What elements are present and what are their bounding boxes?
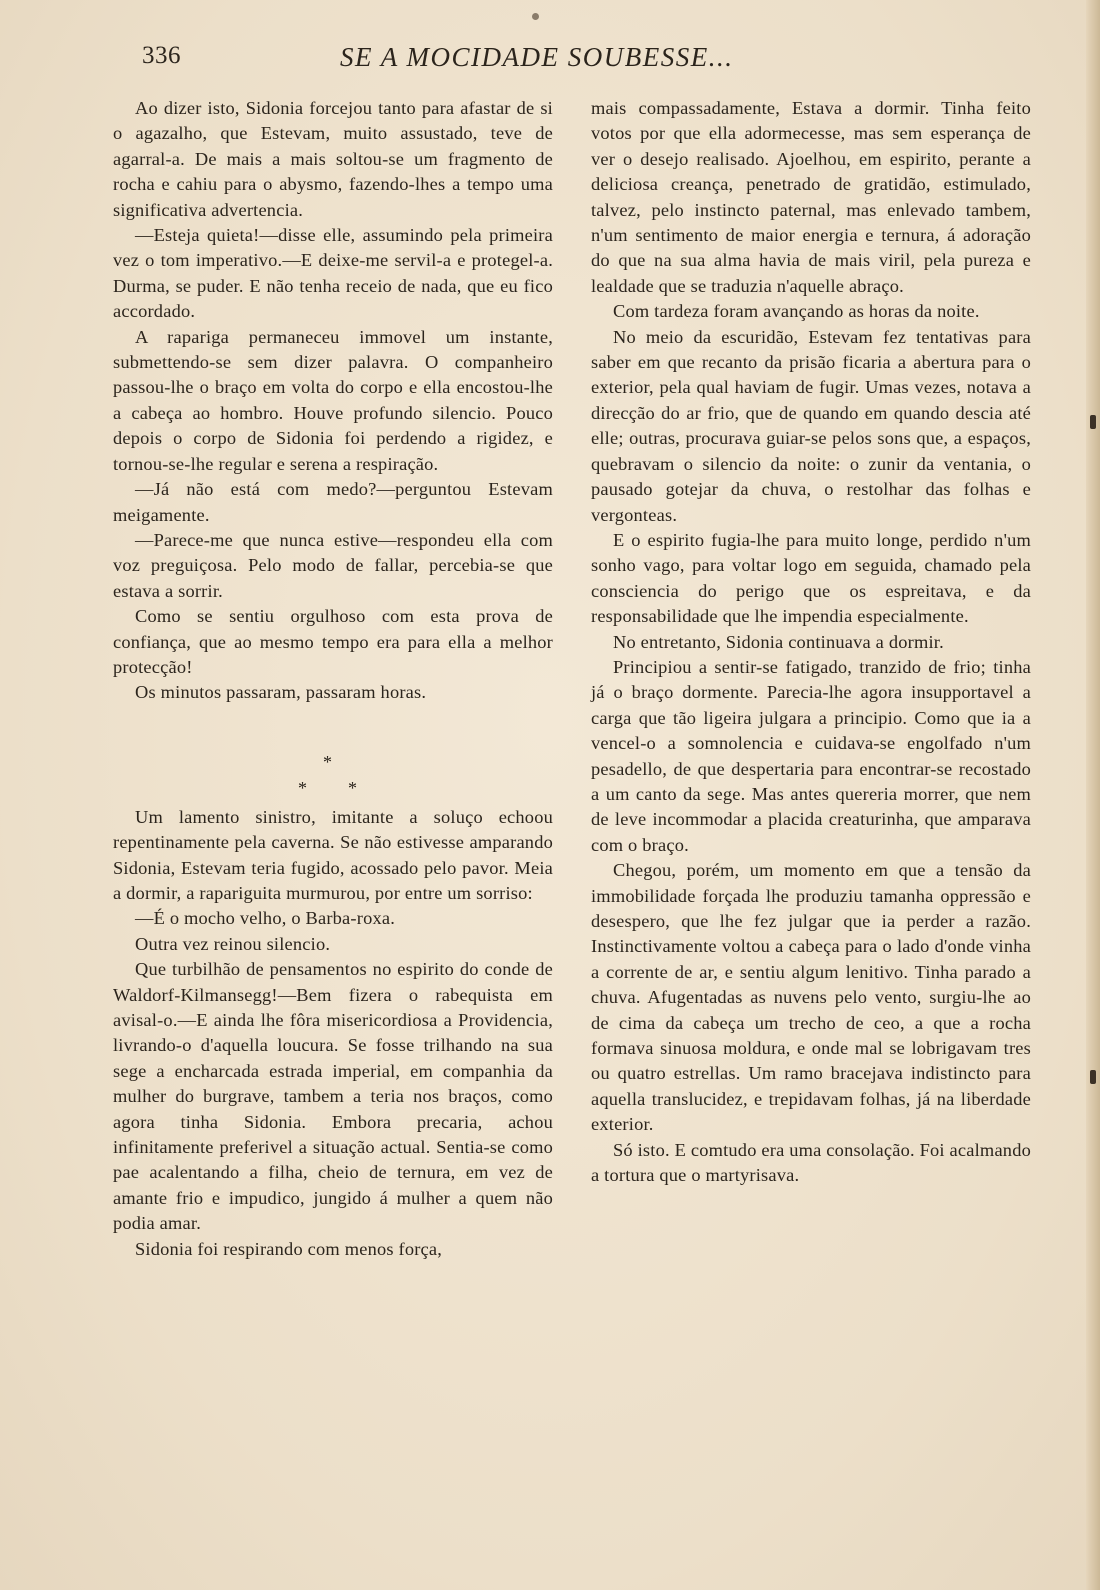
edge-mark: [1090, 1070, 1096, 1084]
separator-asterisk: *: [348, 777, 357, 798]
separator-asterisk: *: [298, 777, 307, 798]
paragraph: No entretanto, Sidonia continuava a dormir.: [613, 631, 944, 652]
paragraph: Principiou a sentir-se fatigado, tranzido de frio; tinha já o braço dormente. Parecia-lhe agora insupportavel a carga que tão ligeira julgara a principio. Como que ia a vencel-o a somnolencia e cuidava-se engolfado n'um pesadello, de que despertaria para encontrar-se recostado a um canto da sege. Mas antes quereria morrer, que nem de leve incommodar a placida creaturinha, que amparava com o braço.: [591, 656, 1031, 855]
paragraph: —Já não está com medo?—perguntou Estevam meigamente.: [113, 479, 553, 525]
paragraph: —É o mocho velho, o Barba-roxa.: [135, 908, 396, 929]
paragraph: —Esteja quieta!—disse elle, assumindo pela primeira vez o tom imperativo.—E deixe-me servil-a e protegel-a. Durma, se puder. E não tenha receio de nada, que eu fico accordado.: [113, 225, 553, 322]
running-title: SE A MOCIDADE SOUBESSE...: [340, 42, 734, 72]
paragraph: No meio da escuridão, Estevam fez tentativas para saber em que recanto da prisão ficaria a abertura para o exterior, pela qual haviam de fugir. Umas vezes, notava a direcção do ar frio, que de quando em quando descia até elle; outras, procurava guiar-se pelos sons que, a espaços, quebravam o silencio da noite: o zunir da ventania, o pausado gotejar da chuva, o restolhar das folhas e vergonteas.: [591, 326, 1031, 525]
paragraph: mais compassadamente, Estava a dormir. Tinha feito votos por que ella adormecesse, mas sem esperança de ver o desejo realisado. Ajoelhou, em espirito, perante a deliciosa creança, penetrado de gratidão, estimulado, talvez, pelo instincto paternal, mas enlevado tambem, n'um sentimento de maior energia e ternura, á adoração do que na sua alma havia de mais viril, pela pureza e lealdade que se traduzia n'aquelle abraço.: [591, 98, 1031, 296]
page-edge-shadow: [1086, 0, 1100, 1590]
paragraph: Que turbilhão de pensamentos no espirito do conde de Waldorf-Kilmansegg!—Bem fizera o rabequista em avisal-o.—E ainda lhe fôra misericordiosa a Providencia, livrando-o d'aquella loucura. Se fosse trilhando na sua sege a encharcada estrada imperial, em companhia da mulher do burgrave, tambem a teria nos braços, como agora tinha Sidonia. Embora precaria, achou infinitamente preferivel a situação actual. Sentia-se como pae acalentando a filha, cheio de ternura, em vez de amante frio e impudico, jungido á mulher a quem não podia amar.: [113, 959, 553, 1234]
paragraph: A rapariga permaneceu immovel um instante, submettendo-se sem dizer palavra. O companheiro passou-lhe o braço em volta do corpo e ella encostou-lhe a cabeça ao hombro. Houve profundo silencio. Pouco depois o corpo de Sidonia foi perdendo a rigidez, e tornou-se-lhe regular e serena a respiração.: [113, 326, 553, 474]
right-column: [591, 96, 1031, 1188]
section-separator: [113, 706, 553, 805]
left-column: [113, 96, 553, 1262]
paragraph: Como se sentiu orgulhoso com esta prova de confiança, que ao mesmo tempo era para ella a melhor protecção!: [113, 606, 553, 677]
paragraph: —Parece-me que nunca estive—respondeu ella com voz preguiçosa. Pelo modo de fallar, percebia-se que estava a sorrir.: [113, 529, 553, 601]
paragraph: Ao dizer isto, Sidonia forcejou tanto para afastar de si o agazalho, que Estevam, muito assustado, teve de agarral-a. De mais a mais soltou-se um fragmento de rocha e cahiu para o abysmo, fazendo-lhes a tempo uma significativa advertencia.: [113, 98, 553, 220]
ink-spot: [532, 13, 539, 20]
paragraph: Com tardeza foram avançando as horas da noite.: [613, 301, 980, 322]
separator-asterisk: *: [323, 751, 332, 772]
paragraph: Outra vez reinou silencio.: [135, 933, 331, 954]
paragraph: E o espirito fugia-lhe para muito longe, perdido n'um sonho vago, para voltar logo em seguida, chamado pela consciencia do perigo que os espreitava, e da responsabilidade que lhe impendia especialmente.: [591, 529, 1031, 627]
paragraph: Só isto. E comtudo era uma consolação. Foi acalmando a tortura que o martyrisava.: [591, 1139, 1031, 1186]
paragraph: Os minutos passaram, passaram horas.: [135, 682, 427, 703]
paragraph: Um lamento sinistro, imitante a soluço echoou repentinamente pela caverna. Se não estivesse amparando Sidonia, Estevam teria fugido, acossado pelo pavor. Meia a dormir, a rapariguita murmurou, por entre um sorriso:: [113, 806, 553, 903]
page-header: [0, 40, 1100, 80]
edge-mark: [1090, 415, 1096, 429]
paragraph: Chegou, porém, um momento em que a tensão da immobilidade forçada lhe produziu tamanha oppressão e desespero, que lhe fez julgar que ia perder a razão. Instinctivamente voltou a cabeça para o lado d'onde vinha a corrente de ar, e sentiu algum lenitivo. Tinha parado a chuva. Afugentadas as nuvens pelo vento, surgiu-lhe ao de cima da cabeça um trecho de ceo, a que a rocha formava sinuosa moldura, e onde mal se lobrigavam tres ou quatro estrellas. Um ramo bracejava indistincto para aquella translucidez, e trepidavam folhas, já na liberdade exterior.: [591, 860, 1031, 1135]
page-number: 336: [142, 42, 181, 69]
paragraph: Sidonia foi respirando com menos força,: [135, 1238, 443, 1259]
